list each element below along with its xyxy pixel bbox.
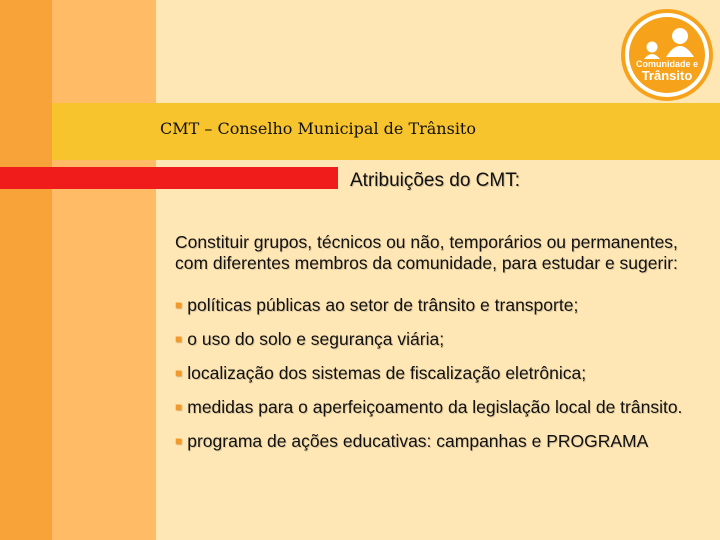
- list-item-text: políticas públicas ao setor de trânsito e transporte;: [187, 295, 579, 315]
- list-item: [175, 328, 705, 351]
- header-title: CMT – Conselho Municipal de Trânsito: [160, 119, 476, 138]
- left-decor-band: [52, 0, 156, 540]
- bullet-icon: ■: [175, 332, 183, 346]
- bullet-icon: ■: [175, 400, 183, 414]
- list-item: [175, 362, 705, 385]
- logo-line1: Comunidade e: [635, 59, 699, 69]
- list-item-text: medidas para o aperfeiçoamento da legislação local de trânsito.: [187, 397, 683, 417]
- bullet-icon: ■: [175, 298, 183, 312]
- list-item: [175, 396, 705, 419]
- logo-line2: Trânsito: [641, 68, 693, 83]
- intro-paragraph: Constituir grupos, técnicos ou não, temporários ou permanentes, com diferentes membros da comunidade, para estudar e sugerir:: [175, 232, 678, 273]
- slide-content: [175, 232, 705, 464]
- list-item-text: o uso do solo e segurança viária;: [187, 329, 445, 349]
- red-accent-bar: [0, 167, 338, 189]
- list-item-text: localização dos sistemas de fiscalização eletrônica;: [187, 363, 587, 383]
- logo: [621, 9, 713, 101]
- bullet-icon: ■: [175, 366, 183, 380]
- left-decor-strip: [0, 0, 52, 540]
- slide-subtitle: Atribuições do CMT:: [350, 170, 521, 191]
- list-item: [175, 430, 705, 453]
- bullet-icon: ■: [175, 434, 183, 448]
- list-item: [175, 294, 705, 317]
- list-item-text: programa de ações educativas: campanhas e PROGRAMA: [187, 431, 649, 451]
